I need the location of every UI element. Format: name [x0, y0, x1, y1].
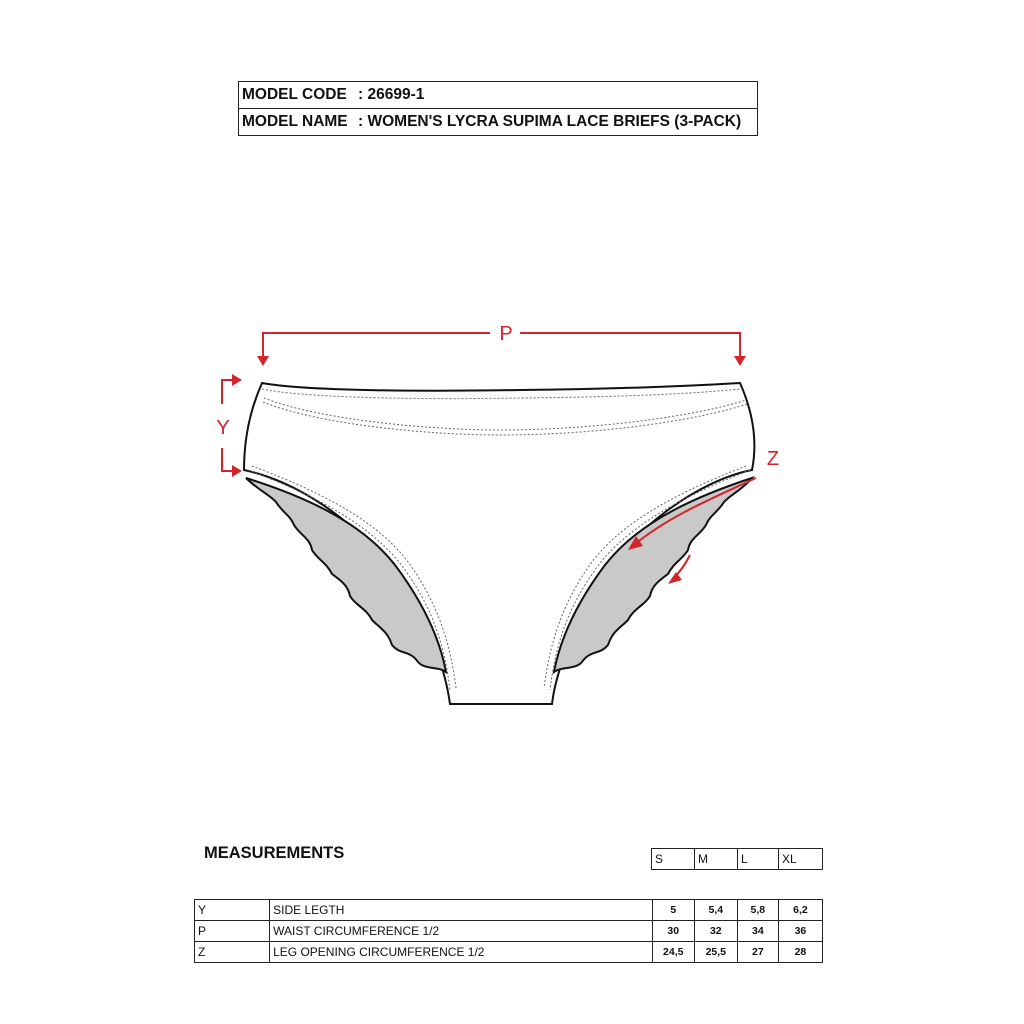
label-z: Z [766, 448, 780, 470]
measure-value-xl: 28 [778, 942, 822, 963]
table-row [195, 921, 823, 942]
model-code-cell [239, 82, 758, 109]
measure-value-l: 34 [737, 921, 778, 942]
model-code-row [239, 82, 758, 109]
model-name-label: MODEL NAME [242, 113, 348, 130]
measure-value-m: 25,5 [694, 942, 737, 963]
table-row [195, 942, 823, 963]
model-name-cell [239, 109, 758, 136]
measure-value-xl: 6,2 [778, 900, 822, 921]
measure-value-s: 30 [652, 921, 694, 942]
measurements-table [194, 899, 823, 963]
model-name-value: : WOMEN'S LYCRA SUPIMA LACE BRIEFS (3-PACK) [358, 113, 742, 130]
measure-name: LEG OPENING CIRCUMFERENCE 1/2 [270, 942, 653, 963]
label-p: P [499, 323, 513, 345]
measure-name: SIDE LEGTH [270, 900, 653, 921]
measure-name: WAIST CIRCUMFERENCE 1/2 [270, 921, 653, 942]
size-xl: XL [779, 849, 823, 870]
measure-code: P [195, 921, 270, 942]
measurements-title: MEASUREMENTS [204, 844, 345, 862]
size-m: M [695, 849, 738, 870]
measure-value-l: 27 [737, 942, 778, 963]
measure-value-m: 32 [694, 921, 737, 942]
model-info-table [238, 81, 758, 136]
measure-code: Y [195, 900, 270, 921]
measure-value-s: 5 [652, 900, 694, 921]
label-y: Y [216, 417, 230, 439]
model-code-label: MODEL CODE [242, 86, 347, 103]
measure-value-xl: 36 [778, 921, 822, 942]
model-name-row [239, 109, 758, 136]
size-header-row [652, 849, 823, 870]
size-l: L [738, 849, 779, 870]
measure-value-s: 24,5 [652, 942, 694, 963]
measure-code: Z [195, 942, 270, 963]
size-header-table [651, 848, 823, 870]
briefs-technical-drawing [200, 310, 820, 720]
measure-value-m: 5,4 [694, 900, 737, 921]
model-code-value: : 26699-1 [358, 86, 425, 103]
size-s: S [652, 849, 695, 870]
measure-value-l: 5,8 [737, 900, 778, 921]
table-row [195, 900, 823, 921]
